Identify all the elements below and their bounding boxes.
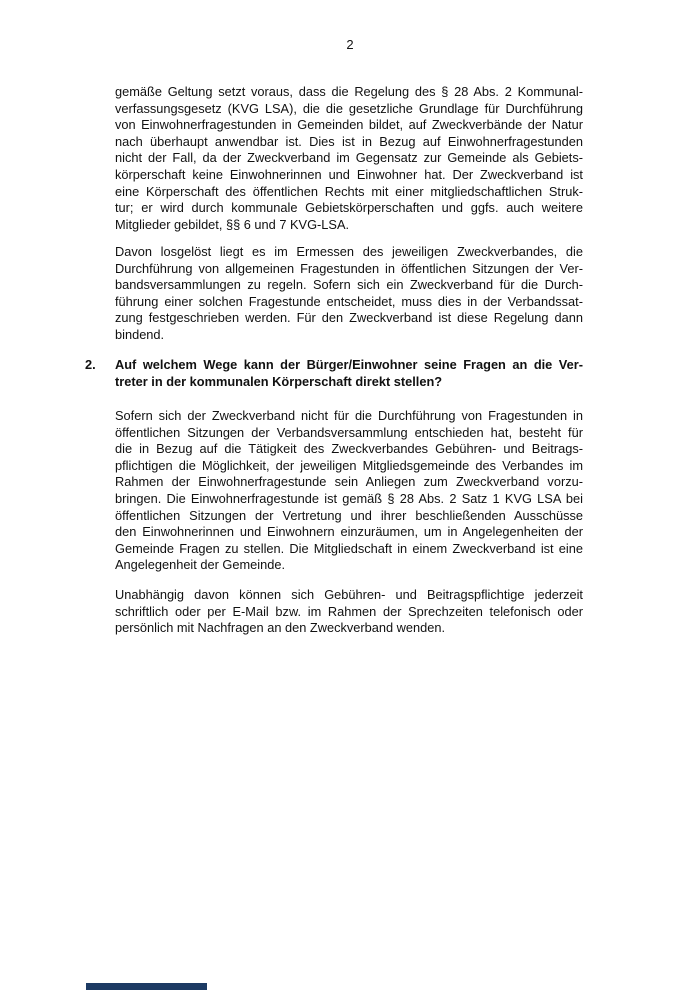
text-line: Gemeinde Fragen zu stellen. Die Mitgliedschaft in einem Zweckverband ist eine	[115, 540, 583, 556]
item2-heading	[115, 357, 583, 390]
text-line: öffentlichen Sitzungen der Vertretung und ihrer beschließenden Ausschüsse	[115, 507, 583, 523]
page-number: 2	[346, 37, 354, 52]
text-line: zung festgeschrieben werden. Für den Zweckverband ist diese Regelung dann	[115, 310, 583, 326]
text-line: schriftlich oder per E-Mail bzw. im Rahmen der Sprechzeiten telefonisch oder	[115, 603, 583, 619]
text-line: tur; er wird durch kommunale Gebietskörperschaften und ggfs. auch weitere	[115, 200, 583, 216]
text-line: nicht der Fall, da der Zweckverband im Gegensatz zur Gemeinde als Gebiets-	[115, 150, 583, 166]
text-line: körperschaft keine Einwohnerinnen und Einwohner hat. Der Zweckverband ist	[115, 166, 583, 182]
paragraph-item2-2	[115, 587, 583, 637]
paragraph-item2-1	[115, 408, 583, 574]
text-line: nach überhaupt anwendbar ist. Dies ist in Bezug auf Einwohnerfragestunden	[115, 133, 583, 149]
text-line: Unabhängig davon können sich Gebühren- und Beitragspflichtige jederzeit	[115, 587, 583, 602]
text-line: pflichtigen die Möglichkeit, der jeweiligen Mitgliedsgemeinde des Verbandes im	[115, 457, 583, 473]
text-line: bringen. Die Einwohnerfragestunde ist gemäß § 28 Abs. 2 Satz 1 KVG LSA bei	[115, 490, 583, 506]
text-line: von Einwohnerfragestunden in Gemeinden bildet, auf Zweckverbände der Natur	[115, 117, 583, 133]
text-line: den Einwohnerinnen und Einwohnern einzuräumen, um in Angelegenheiten der	[115, 524, 583, 540]
text-line: verfassungsgesetz (KVG LSA), die die gesetzliche Grundlage für Durchführung	[115, 100, 583, 116]
text-line: Rahmen der Einwohnerfragestunde sein Anliegen zum Zweckverband vorzu-	[115, 474, 583, 490]
text-line: Durchführung von allgemeinen Fragestunden in öffentlichen Sitzungen der Ver-	[115, 260, 583, 276]
text-line: Angelegenheit der Gemeinde.	[115, 557, 286, 573]
text-line: öffentlichen Sitzungen der Verbandsversammlung entschieden hat, besteht für	[115, 424, 583, 440]
text-line: treter in der kommunalen Körperschaft direkt stellen?	[115, 373, 443, 389]
text-line: persönlich mit Nachfragen an den Zweckverband wenden.	[115, 620, 446, 636]
paragraph-item1-continuation-2	[115, 244, 583, 344]
item2-heading-row	[85, 357, 583, 390]
text-line: eine Körperschaft des öffentlichen Rechts mit einer mitgliedschaftlichen Struk-	[115, 183, 583, 199]
next-page-edge-fragment	[86, 983, 207, 990]
text-line: führung einer solchen Fragestunde entscheidet, muss dies in der Verbandssat-	[115, 293, 583, 309]
text-line: Auf welchem Wege kann der Bürger/Einwohner seine Fragen an die Ver-	[115, 357, 583, 372]
text-line: Mitglieder gebildet, §§ 6 und 7 KVG-LSA.	[115, 216, 350, 232]
text-line: Sofern sich der Zweckverband nicht für die Durchführung von Fragestunden in	[115, 408, 583, 423]
text-line: gemäße Geltung setzt voraus, dass die Regelung des § 28 Abs. 2 Kommunal-	[115, 84, 583, 99]
text-line: bindend.	[115, 326, 165, 342]
text-line: bandsversammlungen zu regeln. Sofern sich ein Zweckverband für die Durch-	[115, 277, 583, 293]
paragraph-item1-continuation-1	[115, 84, 583, 233]
text-line: die in Bezug auf die Tätigkeit des Zweckverbandes Gebühren- und Beitrags-	[115, 441, 583, 457]
text-line: Davon losgelöst liegt es im Ermessen des jeweiligen Zweckverbandes, die	[115, 244, 583, 259]
item2-number: 2.	[85, 357, 96, 372]
